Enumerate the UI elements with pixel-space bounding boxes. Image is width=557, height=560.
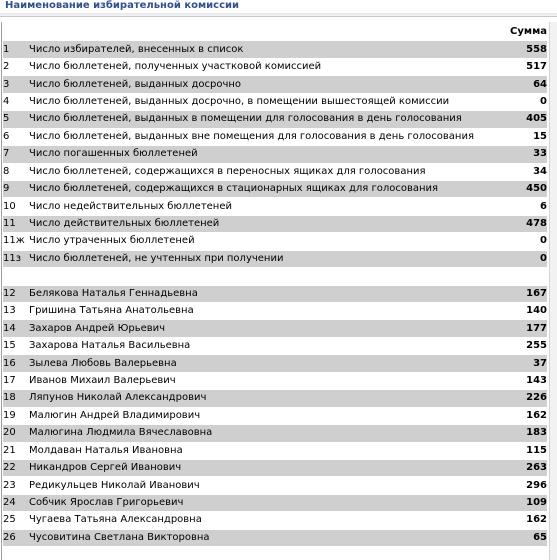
row-label: Число бюллетеней, не учтенных при получении xyxy=(29,251,503,267)
row-label: Чусовитина Светлана Викторовна xyxy=(29,530,503,546)
row-label: Захарова Наталья Васильевна xyxy=(29,340,191,352)
candidate-row xyxy=(3,303,547,319)
row-number: 12 xyxy=(3,286,29,302)
table-row xyxy=(3,76,547,92)
candidate-row xyxy=(3,477,547,493)
row-value: 558 xyxy=(503,41,547,57)
row-value: 517 xyxy=(526,61,547,73)
row-label: Число недействительных бюллетеней xyxy=(29,200,232,212)
table-row xyxy=(3,181,547,197)
table-row xyxy=(3,251,547,267)
candidate-row xyxy=(3,355,547,371)
row-value: 167 xyxy=(503,286,547,302)
row-value: 65 xyxy=(503,530,547,546)
row-number: 22 xyxy=(3,460,29,476)
table-row xyxy=(3,146,547,162)
candidate-row xyxy=(3,408,547,424)
row-label: Гришина Татьяна Анатольевна xyxy=(29,305,194,317)
row-label: Малюгин Андрей Владимирович xyxy=(29,409,201,421)
row-number: 2 xyxy=(3,61,10,73)
spacer-row xyxy=(3,268,547,284)
row-value: 0 xyxy=(540,95,547,107)
spacer-cell xyxy=(29,268,503,284)
row-label: Число бюллетеней, выданных вне помещения для голосования в день голосования xyxy=(29,130,474,142)
row-value: 183 xyxy=(503,425,547,441)
row-value: 478 xyxy=(503,216,547,232)
row-value: 226 xyxy=(503,390,547,406)
row-number: 26 xyxy=(3,530,29,546)
row-number: 25 xyxy=(3,514,16,526)
row-label: Число утраченных бюллетеней xyxy=(29,235,195,247)
row-value: 140 xyxy=(526,305,547,317)
candidate-row xyxy=(3,460,547,476)
row-number: 11з xyxy=(3,251,29,267)
row-number: 1 xyxy=(3,41,29,57)
row-label: Зылева Любовь Валерьевна xyxy=(29,355,503,371)
candidate-row xyxy=(3,512,547,528)
row-number: 13 xyxy=(3,305,16,317)
candidate-row xyxy=(3,443,547,459)
table-row xyxy=(3,198,547,214)
row-value: 143 xyxy=(526,374,547,386)
table-header-row xyxy=(3,24,547,40)
row-number: 3 xyxy=(3,76,29,92)
row-value: 115 xyxy=(526,444,547,456)
row-number: 16 xyxy=(3,355,29,371)
row-value: 450 xyxy=(503,181,547,197)
row-number: 20 xyxy=(3,425,29,441)
row-value: 109 xyxy=(503,495,547,511)
row-label: Ляпунов Николай Александрович xyxy=(29,390,503,406)
row-number: 11 xyxy=(3,216,29,232)
row-number: 7 xyxy=(3,146,29,162)
row-value: 33 xyxy=(503,146,547,162)
header-divider xyxy=(0,13,557,16)
row-number: 18 xyxy=(3,390,29,406)
table-row xyxy=(3,94,547,110)
candidate-row xyxy=(3,390,547,406)
row-number: 17 xyxy=(3,374,16,386)
row-number: 23 xyxy=(3,479,16,491)
row-value: 255 xyxy=(526,340,547,352)
row-label: Число бюллетеней, содержащихся в переносных ящиках для голосования xyxy=(29,165,426,177)
results-table xyxy=(3,23,547,547)
candidate-row xyxy=(3,495,547,511)
row-label: Число погашенных бюллетеней xyxy=(29,146,503,162)
candidate-row xyxy=(3,338,547,354)
candidate-row xyxy=(3,530,547,546)
row-label: Захаров Андрей Юрьевич xyxy=(29,320,503,336)
row-number: 6 xyxy=(3,130,10,142)
table-row xyxy=(3,41,547,57)
row-label: Малюгина Людмила Вячеславовна xyxy=(29,425,503,441)
row-number: 19 xyxy=(3,409,16,421)
row-number: 8 xyxy=(3,165,10,177)
row-value: 0 xyxy=(540,235,547,247)
candidate-row xyxy=(3,320,547,336)
row-number: 24 xyxy=(3,495,29,511)
row-number: 15 xyxy=(3,340,16,352)
row-label: Чугаева Татьяна Александровна xyxy=(29,514,202,526)
candidate-row xyxy=(3,373,547,389)
row-value: 37 xyxy=(503,355,547,371)
row-label: Никандров Сергей Иванович xyxy=(29,460,503,476)
candidate-row xyxy=(3,425,547,441)
header-bar xyxy=(0,0,557,17)
row-label: Число избирателей, внесенных в список xyxy=(29,41,503,57)
spacer-cell xyxy=(3,268,29,284)
column-header-number xyxy=(3,24,29,40)
row-label: Редикульцев Николай Иванович xyxy=(29,479,200,491)
row-label: Иванов Михаил Валерьевич xyxy=(29,374,176,386)
column-header-sum: Сумма xyxy=(510,26,547,38)
candidate-row xyxy=(3,286,547,302)
row-value: 34 xyxy=(533,165,547,177)
scrollbar[interactable] xyxy=(549,22,557,560)
row-number: 10 xyxy=(3,200,16,212)
row-value: 405 xyxy=(503,111,547,127)
row-label: Число бюллетеней, выданных досрочно xyxy=(29,76,503,92)
row-number: 11ж xyxy=(3,235,25,247)
table-row xyxy=(3,59,547,75)
row-label: Собчик Ярослав Григорьевич xyxy=(29,495,503,511)
row-value: 263 xyxy=(503,460,547,476)
page-title: Наименование избирательной комиссии xyxy=(5,0,240,11)
row-number: 14 xyxy=(3,320,29,336)
row-label: Молдаван Наталья Ивановна xyxy=(29,444,183,456)
row-label: Число бюллетеней, полученных участковой комиссией xyxy=(29,61,322,73)
row-label: Число бюллетеней, содержащихся в стационарных ящиках для голосования xyxy=(29,181,503,197)
table-row xyxy=(3,164,547,180)
table-row xyxy=(3,216,547,232)
row-value: 15 xyxy=(533,130,547,142)
table-row xyxy=(3,111,547,127)
row-number: 21 xyxy=(3,444,16,456)
row-number: 4 xyxy=(3,95,10,107)
row-number: 9 xyxy=(3,181,29,197)
row-label: Число бюллетеней, выданных в помещении для голосования в день голосования xyxy=(29,111,503,127)
row-label: Белякова Наталья Геннадьевна xyxy=(29,286,503,302)
table-row xyxy=(3,129,547,145)
row-value: 64 xyxy=(503,76,547,92)
row-value: 177 xyxy=(503,320,547,336)
column-header-label xyxy=(29,24,503,40)
row-number: 5 xyxy=(3,111,29,127)
row-label: Число бюллетеней, выданных досрочно, в помещении вышестоящей комиссии xyxy=(29,95,450,107)
row-label: Число действительных бюллетеней xyxy=(29,216,503,232)
row-value: 296 xyxy=(526,479,547,491)
row-value: 162 xyxy=(526,409,547,421)
row-value: 0 xyxy=(503,251,547,267)
row-value: 6 xyxy=(540,200,547,212)
spacer-cell xyxy=(503,268,547,284)
row-value: 162 xyxy=(526,514,547,526)
table-row xyxy=(3,233,547,249)
